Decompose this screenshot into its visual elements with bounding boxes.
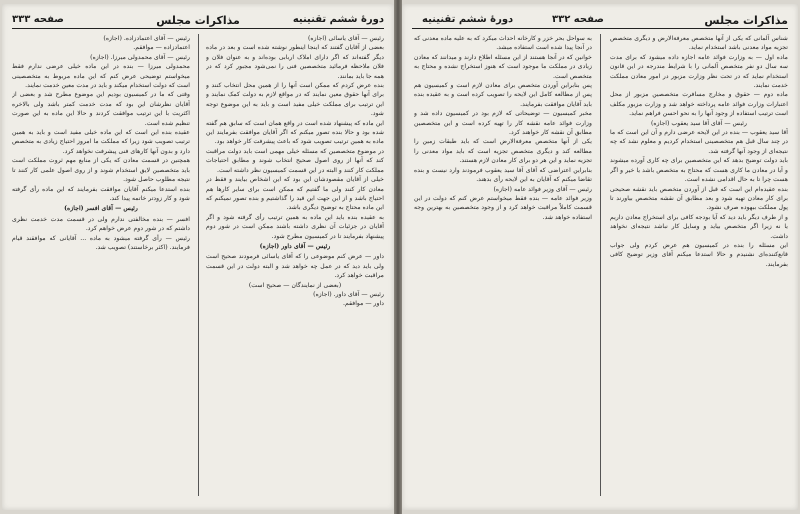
left-page-number: صفحه ۳۳۳ [12, 14, 64, 25]
paragraph: پس بنابراین آوردن متخصص برای معادن لازم است و کمیسیون هم پس از مطالعه کامل این لایحه را تصویب کرده است و به عقیده بنده باید آقایان موافقت بفرمایند. [414, 82, 592, 108]
paragraph: ماده اول — به وزارت فوائد عامه اجازه داده میشود که برای مدت سه سال دو نفر متخصص آلمانی را با شرایط مندرجه در این قانون استخدام نماید که در تحت نظر وزارت مزبور در امور معادن مملکت خدمت نمایند. [610, 53, 788, 90]
paragraph: رئیس — آقای آقا سید یعقوب (اجازه) [650, 119, 748, 127]
speaker-line: رئیس — آقای داور (اجازه) [259, 242, 331, 250]
paragraph: رئیس — رأی گرفته میشود به ماده ... آقایانی که موافقند قیام فرمایند. (اکثر برخاستند) تصویب شد. [12, 234, 190, 251]
paragraph: داور — موافقم. [343, 300, 384, 308]
paragraph: خیلی از آقایان مقصودشان این بود که این اشخاص بیایند و فقط در معادن کار کنند ولی ما گفتیم که ممکن است برای سایر کارها هم احتیاج باشد و از این جهت این قید را گذاشتیم و بنده تصور نمیکنم که این ماده محتاج به توضیح دیگری باشد. [206, 176, 384, 212]
left-column-divider [198, 34, 199, 496]
right-header-rule [412, 28, 788, 29]
paragraph: آقا سید یعقوب — بنده در این لایحه عرضی دارم و آن این است که ما در چند سال قبل هم متخصصینی استخدام کردیم و معلوم نشد که چه نتیجه‌ای از وجود آنها گرفته شد. [610, 129, 788, 155]
left-page [2, 4, 394, 510]
paragraph: به سواحل بحر خزر و کارخانه احداث میکرد که به علیه ماده معدنی که در آنجا پیدا شده است استفاده میشد. [414, 35, 592, 52]
paragraph: رئیس — آقای محمدولی میرزا. (اجازه) [90, 53, 190, 61]
left-series-label: دورهٔ ششم تقنینیه [292, 14, 384, 25]
speaker-line: رئیس — آقای افسر (اجازه) [64, 205, 138, 213]
paragraph: به عقیده بنده باید این ماده به همین ترتیب رأی گرفته شود و اگر آقایان در جزئیات آن نظری داشته باشند ممکن است در شور دوم پیشنهاد بفرمایند تا در کمیسیون مطرح شود. [206, 213, 384, 240]
right-series-label: دورهٔ ششم تقنینیه [422, 14, 514, 25]
paragraph: بنده عقیده‌ام این است که قبل از آوردن متخصص باید نقشه صحیحی برای کار معادن تهیه شود و بعد مطابق آن نقشه متخصص بیاورند تا پول مملکت بیهوده صرف نشود. [610, 185, 788, 212]
paragraph: مخبر کمیسیون — توضیحاتی که لازم بود در کمیسیون داده شد و وزارت فوائد عامه نقشه کار را تهیه کرده است و این متخصصین مطابق آن نقشه کار خواهند کرد. [414, 110, 592, 137]
paragraph: باید دولت توضیح بدهد که این متخصصین برای چه کاری آورده میشوند و آیا در معادن ما کاری هست که محتاج به متخصص باشد یا خیر و اگر هست چرا تا به حال اقدامی نشده است. [610, 157, 788, 184]
paragraph: و از طرف دیگر باید دید که آیا بودجه کافی برای استخراج معادن داریم یا نه زیرا اگر متخصص بیاید و وسایل کار نباشد نتیجه‌ای نخواهد داشت. [610, 213, 788, 240]
paragraph: بنده استدعا میکنم آقایان موافقت بفرمایند که این ماده رأی گرفته شود و کار زودتر خاتمه پیدا کند. [12, 185, 190, 202]
left-page-left-column [12, 34, 190, 496]
paragraph: بعضی از آقایان گفتند که اینجا اینطور نوشته شده است و بعد در ماده دیگر گفته‌اند که اگر دارای املاک اربابی بوده‌اند و به عنوان فلان و فلان ملاحظه فرمائید متخصصین فنی را نمی‌شود مجبور کرد که در همه جا باید بمانند. [206, 44, 384, 80]
paragraph: بنابراین اعتراضی که آقای آقا سید یعقوب فرمودند وارد نیست و بنده تقاضا میکنم که آقایان به این لایحه رأی بدهند. [414, 166, 592, 184]
paragraph: اعتمادزاده — موافقم. [133, 44, 190, 52]
right-page [402, 4, 798, 510]
right-page-left-column [414, 34, 592, 496]
paragraph: عقیده بنده این است که این ماده خیلی مفید است و باید به همین ترتیب تصویب شود زیرا که مملکت ما امروز احتیاج زیادی به متخصص دارد و بدون آنها کارهای فنی پیشرفت نخواهد کرد. [12, 129, 190, 155]
paragraph: شناس آلمانی که یکی از آنها متخصص معرفة‌الارض و دیگری متخصص تجزیه مواد معدنی باشد استخدام نماید. [610, 35, 788, 52]
paragraph: خوانین که در آنجا هستند از این مسئله اطلاع دارند و میدانند که معادن زیادی در مملکت ما موجود است که هنوز استخراج نشده و محتاج به متخصص است. [414, 53, 592, 80]
paragraph: یکی از آنها متخصص معرفة‌الارض است که باید طبقات زمین را مطالعه کند و دیگری متخصص تجزیه است که باید مواد معدنی را تجزیه نماید و این هر دو برای کار معادن لازم هستند. [414, 138, 592, 165]
paragraph: افسر — بنده مخالفتی ندارم ولی در قسمت مدت خدمت نظری داشتم که در شور دوم عرض خواهم کرد. [12, 215, 190, 233]
right-page-right-column [610, 34, 788, 496]
paragraph: این مسئله را بنده در کمیسیون هم عرض کردم ولی جواب قانع‌کننده‌ای نشنیدم و حالا استدعا میکنم آقای وزیر توضیح کافی بفرمایند. [610, 241, 788, 268]
right-page-number: صفحه ۳۳۲ [552, 14, 604, 25]
right-running-title: مذاکرات مجلس [704, 14, 788, 27]
paragraph: داور — عرض کنم موضوعی را که آقای یاسائی فرمودند صحیح است ولی باید دید که در عمل چه خواهد شد و البته دولت در این قسمت مراقبت خواهد کرد. [206, 253, 384, 280]
paragraph: این ماده که پیشنهاد شده است در واقع همان است که سابق هم گفته شده بود و حالا بنده تصور میکنم که اگر آقایان موافقت بفرمایند این ماده به همین ترتیب تصویب شود که باعث پیشرفت کار خواهد بود. [206, 119, 384, 146]
paragraph: (بعضی از نمایندگان — صحیح است) [248, 281, 342, 289]
right-column-divider [600, 34, 601, 496]
paragraph: همچنین در قسمت معادن که یکی از منابع مهم ثروت مملکت است باید متخصصین لایق استخدام شوند و از روی اصول علمی کار کنند تا نتیجه مطلوب حاصل شود. [12, 157, 190, 184]
left-running-title: مذاکرات مجلس [156, 14, 240, 27]
paragraph: محمدولی میرزا — بنده در این ماده خیلی عرضی ندارم فقط میخواستم توضیحی عرض کنم که این ماده مربوط به متخصصینی است که دولت استخدام میکند و باید در مدت معین خدمت نمایند. [12, 63, 190, 90]
paragraph: در موضوع متخصصین که مسئله خیلی مهمی است باید دولت مراقبت کند که آنها از روی اصول صحیح انتخاب شوند و مطابق احتیاجات مملکت کار کنند و البته در این قسمت کمیسیون نظر داشته است. [206, 147, 384, 174]
paragraph: ماده دوم — حقوق و مخارج مسافرت متخصصین مزبور از محل اعتبارات وزارت فوائد عامه پرداخته خواهد شد و وزارت مزبور مکلف است ترتیب استفاده از وجود آنها را به نحو احسن فراهم نماید. [610, 91, 788, 118]
paragraph: رئیس — آقای یاسائی (اجازه) [308, 35, 384, 42]
paragraph: رئیس — آقای داور. (اجازه) [313, 290, 384, 298]
paragraph: وقتی که ما در کمیسیون بودیم این موضوع مطرح شد و بعضی از آقایان نظرشان این بود که مدت خدمت کمتر باشد ولی بالاخره اکثریت با این ترتیب موافقت کردند و حالا این ماده به این صورت تنظیم شده است. [12, 91, 190, 127]
paragraph: رئیس — آقای اعتمادزاده. (اجازه) [103, 35, 190, 42]
paragraph: رئیس — آقای وزیر فوائد عامه (اجازه) [493, 185, 592, 193]
left-header-rule [12, 28, 384, 29]
left-page-right-column [206, 34, 384, 496]
paragraph: بنده عرض کردم که ممکن است آنها را از همین محل انتخاب کنند و برای آنها حقوق معین نمایند که در مواقع لازم به دولت کمک نمایند و این ترتیب برای مملکت خیلی مفید است و باید به این موضوع توجه شود. [206, 82, 384, 118]
paragraph: وزیر فوائد عامه — بنده فقط میخواستم عرض کنم که دولت در این قسمت کاملاً مراقبت خواهد کرد و از وجود متخصصین به بهترین وجه استفاده خواهد شد. [414, 194, 592, 221]
book-gutter [394, 0, 402, 514]
